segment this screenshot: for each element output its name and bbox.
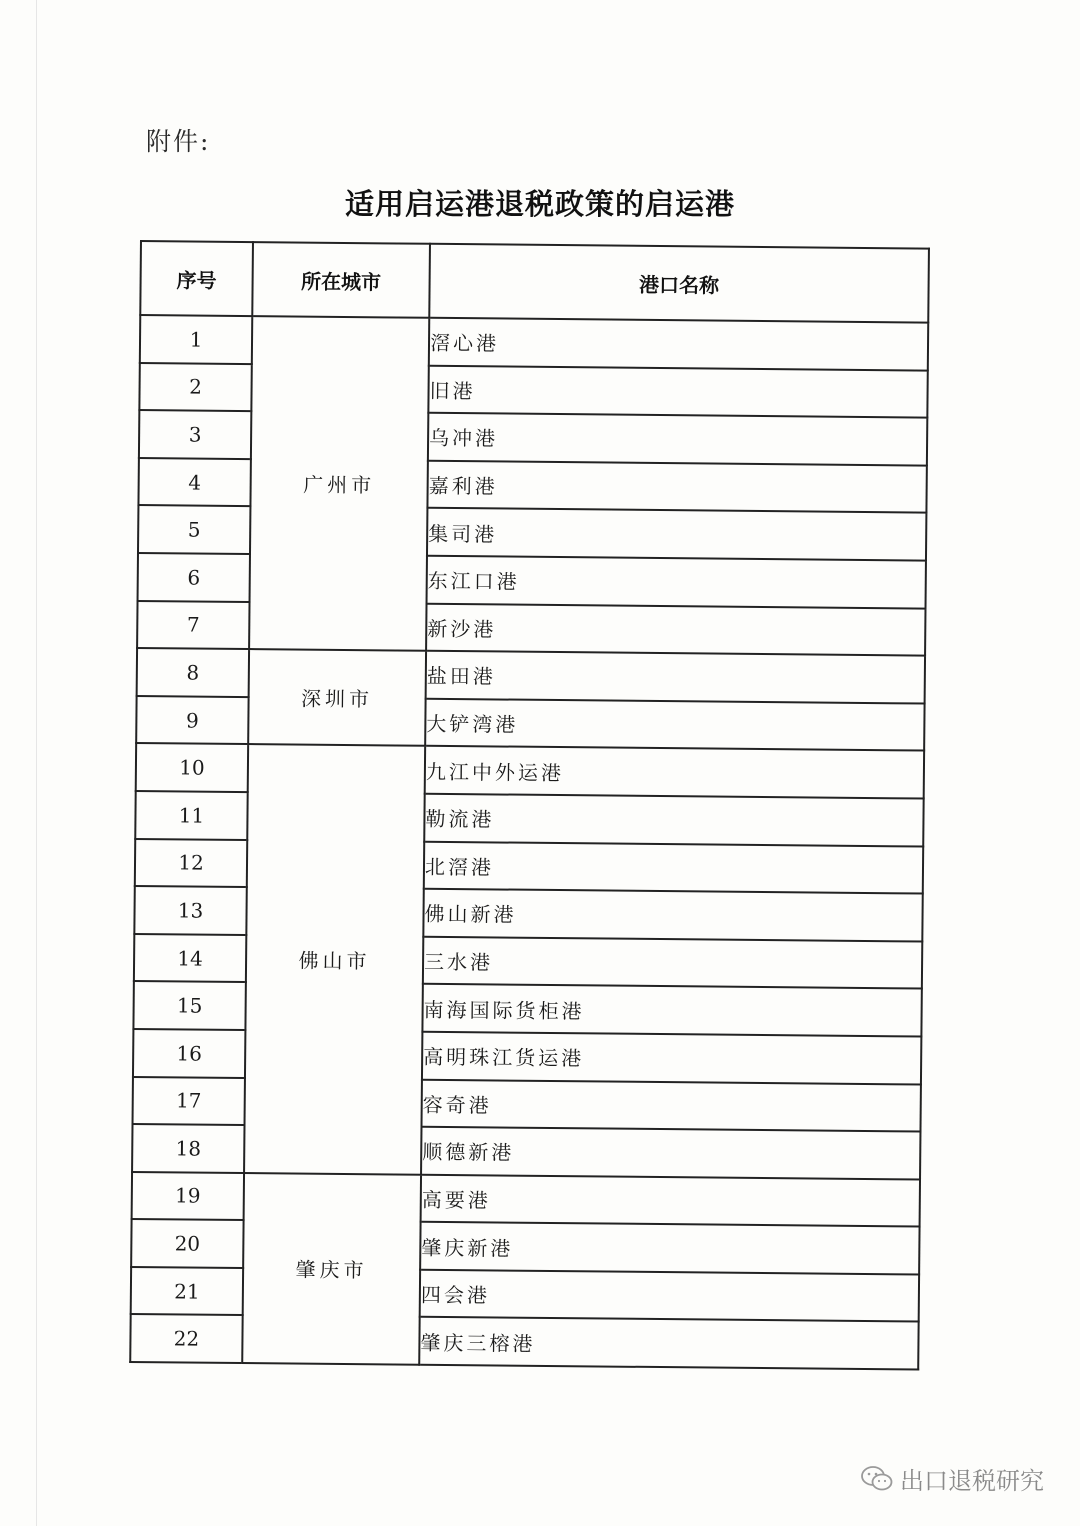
table-header-row [140, 241, 929, 323]
port-name: 四会港 [420, 1270, 919, 1322]
row-number: 13 [134, 886, 246, 935]
scan-edge-line [36, 0, 37, 1526]
table-row [136, 743, 924, 798]
city-cell: 肇庆市 [242, 1173, 421, 1365]
row-number: 22 [130, 1314, 242, 1363]
table-row [140, 315, 928, 370]
row-number: 6 [138, 553, 250, 602]
port-name: 肇庆新港 [420, 1222, 919, 1274]
row-number: 1 [140, 315, 252, 364]
source-watermark [860, 1461, 1044, 1496]
table-row [132, 1172, 920, 1227]
port-name: 新沙港 [426, 603, 925, 655]
port-name: 顺德新港 [421, 1127, 920, 1179]
row-number: 17 [133, 1076, 245, 1125]
row-number: 20 [131, 1219, 243, 1268]
row-number: 18 [132, 1124, 244, 1173]
port-name: 集司港 [427, 508, 926, 560]
port-name: 高明珠江货运港 [422, 1032, 921, 1084]
wechat-icon [860, 1465, 894, 1493]
header-number: 序号 [140, 241, 253, 316]
port-name: 乌冲港 [428, 413, 927, 465]
port-name: 滘心港 [429, 318, 928, 370]
row-number: 2 [139, 363, 251, 412]
port-name: 南海国际货柜港 [422, 984, 921, 1036]
watermark-text: 出口退税研究 [900, 1467, 1044, 1495]
row-number: 12 [135, 839, 247, 888]
port-name: 北滘港 [424, 841, 923, 893]
row-number: 10 [136, 743, 248, 792]
row-number: 14 [134, 934, 246, 983]
city-cell: 深圳市 [248, 649, 426, 746]
city-cell: 佛山市 [244, 744, 425, 1174]
row-number: 19 [132, 1172, 244, 1221]
port-table [129, 240, 930, 1371]
document-title: 适用启运港退税政策的启运港 [344, 187, 735, 221]
port-name: 肇庆三榕港 [419, 1317, 918, 1369]
port-name: 容奇港 [422, 1079, 921, 1131]
row-number: 21 [131, 1267, 243, 1316]
row-number: 9 [136, 696, 248, 745]
row-number: 3 [139, 410, 251, 459]
port-name: 盐田港 [426, 651, 925, 703]
port-name: 旧港 [428, 365, 927, 417]
table-row [137, 648, 925, 703]
port-name: 东江口港 [427, 556, 926, 608]
row-number: 15 [133, 981, 245, 1030]
row-number: 8 [137, 648, 249, 697]
port-name: 勒流港 [424, 794, 923, 846]
row-number: 11 [135, 791, 247, 840]
port-name: 大铲湾港 [425, 699, 924, 751]
port-name: 三水港 [423, 936, 922, 988]
header-port-name: 港口名称 [429, 244, 929, 323]
port-name: 九江中外运港 [425, 746, 924, 798]
header-city: 所在城市 [252, 242, 430, 318]
port-name: 佛山新港 [423, 889, 922, 941]
row-number: 5 [138, 505, 250, 554]
attachment-label: 附件: [146, 127, 211, 156]
port-name: 嘉利港 [427, 461, 926, 513]
row-number: 4 [138, 458, 250, 507]
city-cell: 广州市 [249, 316, 429, 651]
row-number: 16 [133, 1029, 245, 1078]
port-name: 高要港 [421, 1174, 920, 1226]
row-number: 7 [137, 601, 249, 650]
